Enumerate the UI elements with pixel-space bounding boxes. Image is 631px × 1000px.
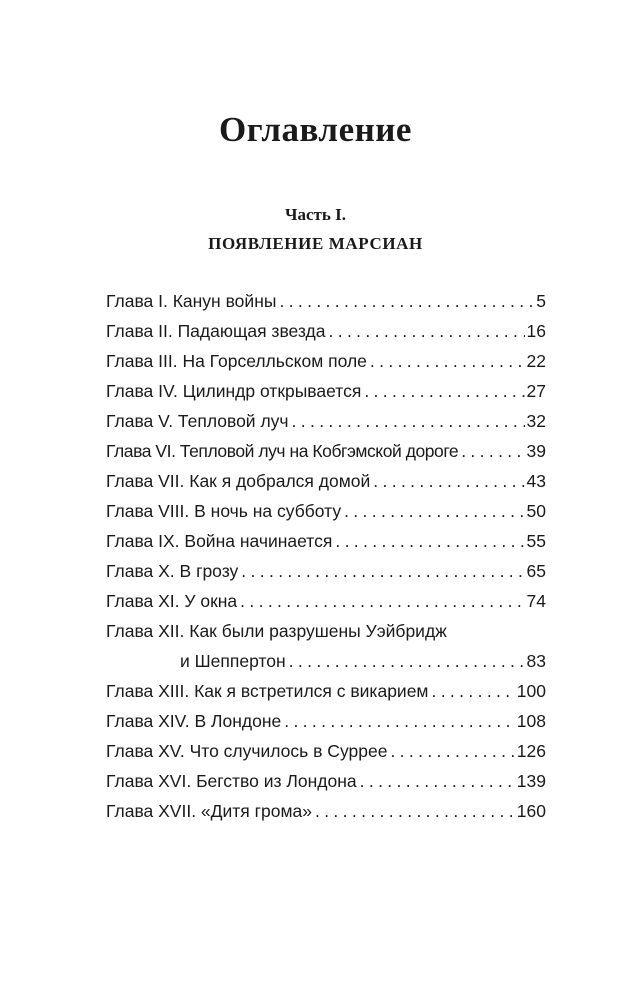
toc-entry-chapter-3[interactable] — [106, 346, 546, 376]
toc-entry-chapter-4[interactable] — [106, 376, 546, 406]
toc-entry-chapter-17[interactable] — [106, 796, 546, 826]
page-number: 74 — [526, 591, 546, 611]
chapter-label: Глава XIII. Как я встретился с викарием — [106, 681, 429, 701]
chapter-label: Глава VII. Как я добрался домой — [106, 471, 371, 491]
toc-entry-chapter-1[interactable] — [106, 286, 546, 316]
page-number: 22 — [526, 351, 546, 371]
toc-entry-chapter-10[interactable] — [106, 556, 546, 586]
dot-leader — [240, 586, 524, 616]
dot-leader — [335, 526, 524, 556]
page-number: 65 — [526, 561, 546, 581]
chapter-label: Глава XVI. Бегство из Лондона — [106, 771, 357, 791]
toc-entry-chapter-12[interactable] — [106, 616, 546, 676]
page-number: 27 — [526, 381, 546, 401]
toc-entry-chapter-2[interactable] — [106, 316, 546, 346]
toc-entry-chapter-15[interactable] — [106, 736, 546, 766]
dot-leader — [292, 406, 525, 436]
chapter-label: Глава XIV. В Лондоне — [106, 711, 282, 731]
toc-entry-chapter-6[interactable] — [106, 436, 546, 466]
part-title: ПОЯВЛЕНИЕ МАРСИАН — [208, 234, 423, 253]
dot-leader — [241, 556, 524, 586]
chapter-label: Глава IV. Цилиндр открывается — [106, 381, 362, 401]
dot-leader — [315, 796, 515, 826]
page-number: 16 — [526, 321, 546, 341]
chapter-label: Глава V. Тепловой луч — [106, 411, 289, 431]
page-number: 126 — [516, 741, 546, 761]
dot-leader — [329, 316, 525, 346]
toc-list — [106, 286, 546, 826]
dot-leader — [289, 646, 525, 676]
dot-leader — [364, 376, 524, 406]
chapter-label: Глава XI. У окна — [106, 591, 238, 611]
dot-leader — [284, 706, 515, 736]
dot-leader — [390, 736, 514, 766]
chapter-label: Глава XVII. «Дитя грома» — [106, 801, 312, 821]
page-number: 160 — [516, 801, 546, 821]
toc-entry-chapter-13[interactable] — [106, 676, 546, 706]
page-number: 39 — [526, 441, 546, 461]
chapter-label: Глава III. На Горселльском поле — [106, 351, 367, 371]
toc-entry-chapter-14[interactable] — [106, 706, 546, 736]
dot-leader — [373, 466, 524, 496]
page-number: 43 — [526, 471, 546, 491]
toc-entry-chapter-8[interactable] — [106, 496, 546, 526]
toc-entry-chapter-16[interactable] — [106, 766, 546, 796]
chapter-label-continuation: и Шеппертон — [180, 651, 286, 671]
dot-leader — [360, 766, 515, 796]
chapter-label: Глава II. Падающая звезда — [106, 321, 326, 341]
page-number: 50 — [526, 501, 546, 521]
toc-entry-chapter-5[interactable] — [106, 406, 546, 436]
dot-leader — [461, 436, 524, 466]
part-number: Часть I. — [285, 205, 346, 224]
toc-entry-chapter-9[interactable] — [106, 526, 546, 556]
chapter-label: Глава VI. Тепловой луч на Кобгэмской дороге — [106, 441, 459, 461]
page-number: 32 — [526, 411, 546, 431]
page-number: 139 — [516, 771, 546, 791]
chapter-label: Глава IX. Война начинается — [106, 531, 333, 551]
dot-leader — [279, 286, 534, 316]
dot-leader — [344, 496, 524, 526]
dot-leader — [370, 346, 525, 376]
chapter-label: Глава XV. Что случилось в Суррее — [106, 741, 388, 761]
page-number: 55 — [526, 531, 546, 551]
page-number: 108 — [516, 711, 546, 731]
chapter-label: Глава I. Канун войны — [106, 291, 277, 311]
chapter-label-continuation-row — [106, 646, 546, 676]
chapter-label: Глава XII. Как были разрушены Уэйбридж — [106, 621, 447, 641]
dot-leader — [431, 676, 514, 706]
chapter-label: Глава X. В грозу — [106, 561, 239, 581]
page-number: 83 — [526, 651, 546, 671]
page-number: 100 — [516, 681, 546, 701]
toc-title: Оглавление — [219, 110, 412, 149]
page-number: 5 — [536, 291, 546, 311]
toc-entry-chapter-11[interactable] — [106, 586, 546, 616]
chapter-label: Глава VIII. В ночь на субботу — [106, 501, 342, 521]
toc-entry-chapter-7[interactable] — [106, 466, 546, 496]
